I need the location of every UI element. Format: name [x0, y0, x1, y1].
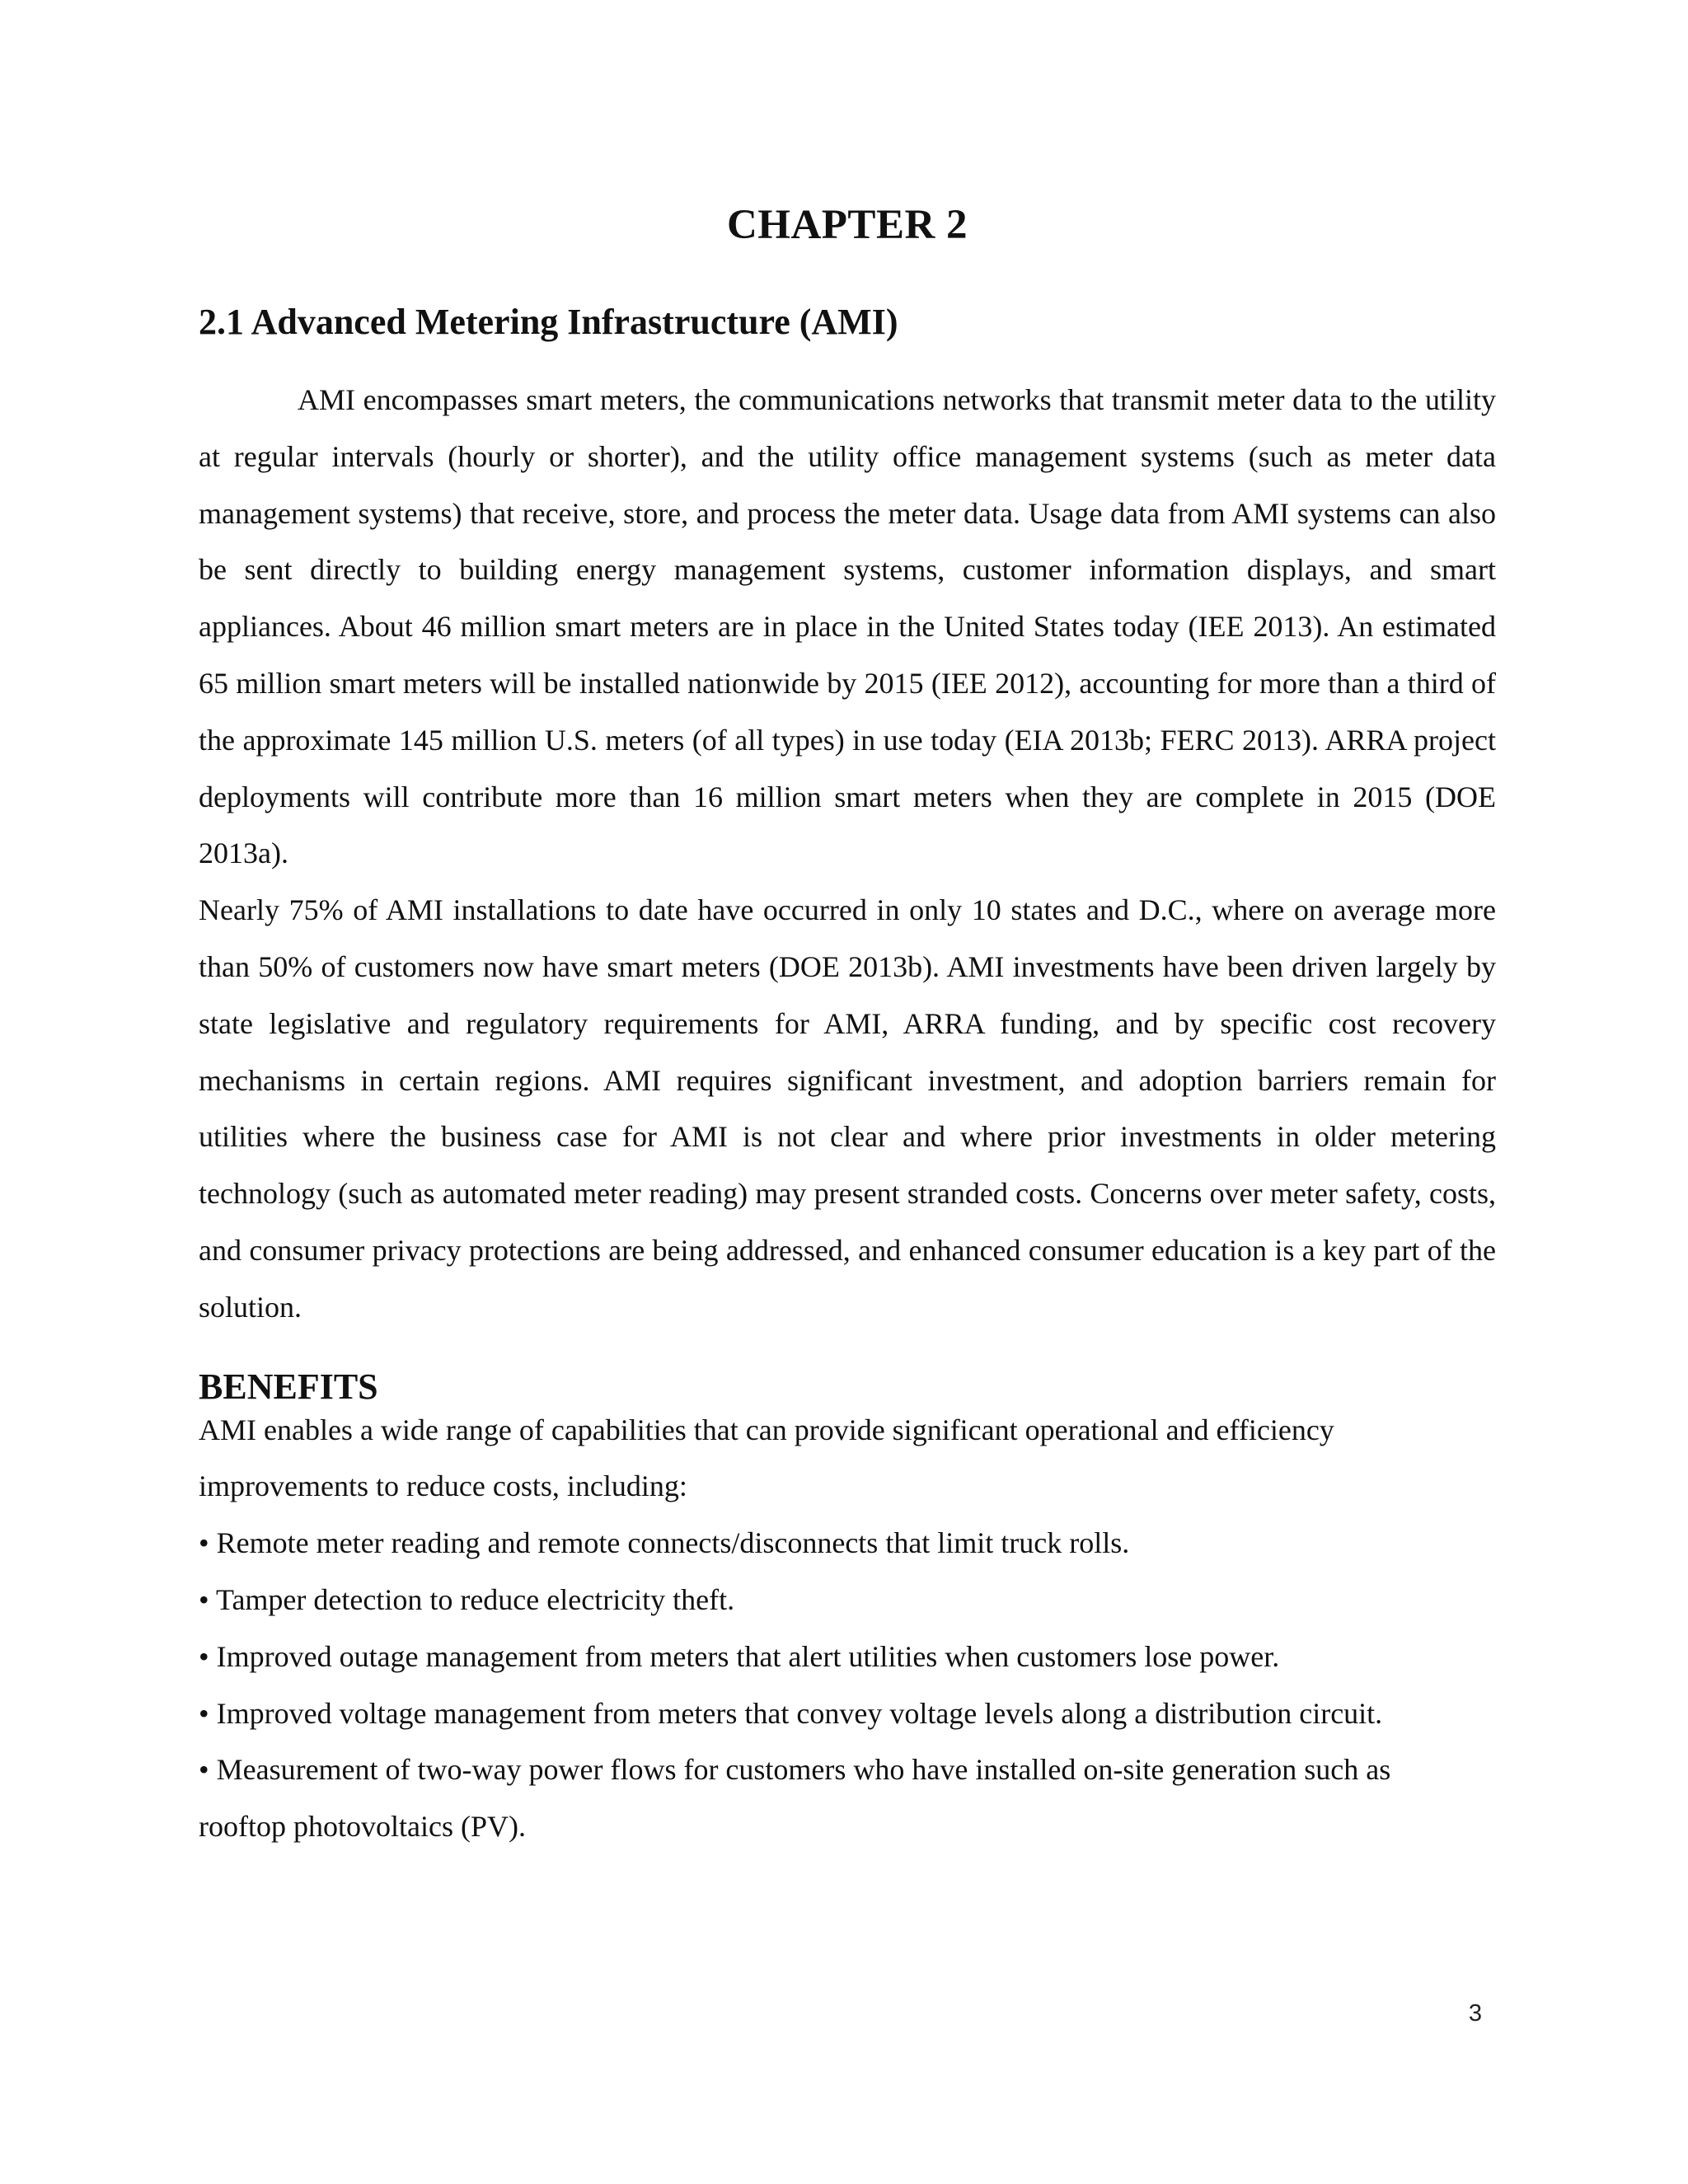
bullet-icon: • [199, 1526, 209, 1560]
benefit-item [199, 1572, 1480, 1629]
page-number: 3 [1468, 2000, 1482, 2027]
bullet-icon: • [199, 1753, 209, 1787]
benefits-intro: AMI enables a wide range of capabilities that can provide significant operational and efficiency improvements to reduce costs, including: [199, 1413, 1334, 1503]
ami-overview-paragraph: AMI encompasses smart meters, the communications networks that transmit meter data to the utility at regular intervals (hourly or shorter), and the utility office management systems (such as meter data management systems) that receive, store, and process the meter data. Usage data from AMI systems can also be sent directly to building energy management systems, customer information displays, and smart appliances. About 46 million smart meters are in place in the United States today (IEE 2013). An estimated 65 million smart meters will be installed nationwide by 2015 (IEE 2012), accounting for more than a third of the approximate 145 million U.S. meters (of all types) in use today (EIA 2013b; FERC 2013). ARRA project deployments will contribute more than 16 million smart meters when they are complete in 2015 (DOE 2013a). [199, 383, 1496, 870]
page-content [199, 185, 1496, 1855]
benefit-item [199, 1515, 1480, 1572]
benefit-item [199, 1741, 1480, 1855]
bullet-icon: • [199, 1582, 209, 1616]
benefit-text: Improved voltage management from meters that convey voltage levels along a distribution circuit. [216, 1696, 1383, 1730]
benefits-list [199, 1515, 1496, 1855]
benefit-text: Improved outage management from meters that alert utilities when customers lose power. [216, 1639, 1280, 1673]
section-heading: 2.1 Advanced Metering Infrastructure (AMI) [199, 302, 898, 342]
ami-adoption-paragraph: Nearly 75% of AMI installations to date have occurred in only 10 states and D.C., where on average more than 50% of customers now have smart meters (DOE 2013b). AMI investments have been driven largely by state legislative and regulatory requirements for AMI, ARRA funding, and by specific cost recovery mechanisms in certain regions. AMI requires significant investment, and adoption barriers remain for utilities where the business case for AMI is not clear and where prior investments in older metering technology (such as automated meter reading) may present stranded costs. Concerns over meter safety, costs, and consumer privacy protections are being addressed, and enhanced consumer education is a key part of the solution. [199, 893, 1496, 1324]
bullet-icon: • [199, 1696, 209, 1730]
benefit-item [199, 1685, 1480, 1742]
benefit-text: Remote meter reading and remote connects/disconnects that limit truck rolls. [216, 1526, 1130, 1560]
benefits-heading: BENEFITS [199, 1366, 378, 1407]
benefit-text: Tamper detection to reduce electricity theft. [215, 1582, 735, 1616]
benefit-item [199, 1629, 1480, 1685]
benefit-text: Measurement of two-way power flows for customers who have installed on-site generation such as rooftop photovoltaics (PV). [199, 1753, 1391, 1844]
chapter-title: CHAPTER 2 [726, 202, 968, 248]
bullet-icon: • [199, 1639, 209, 1673]
